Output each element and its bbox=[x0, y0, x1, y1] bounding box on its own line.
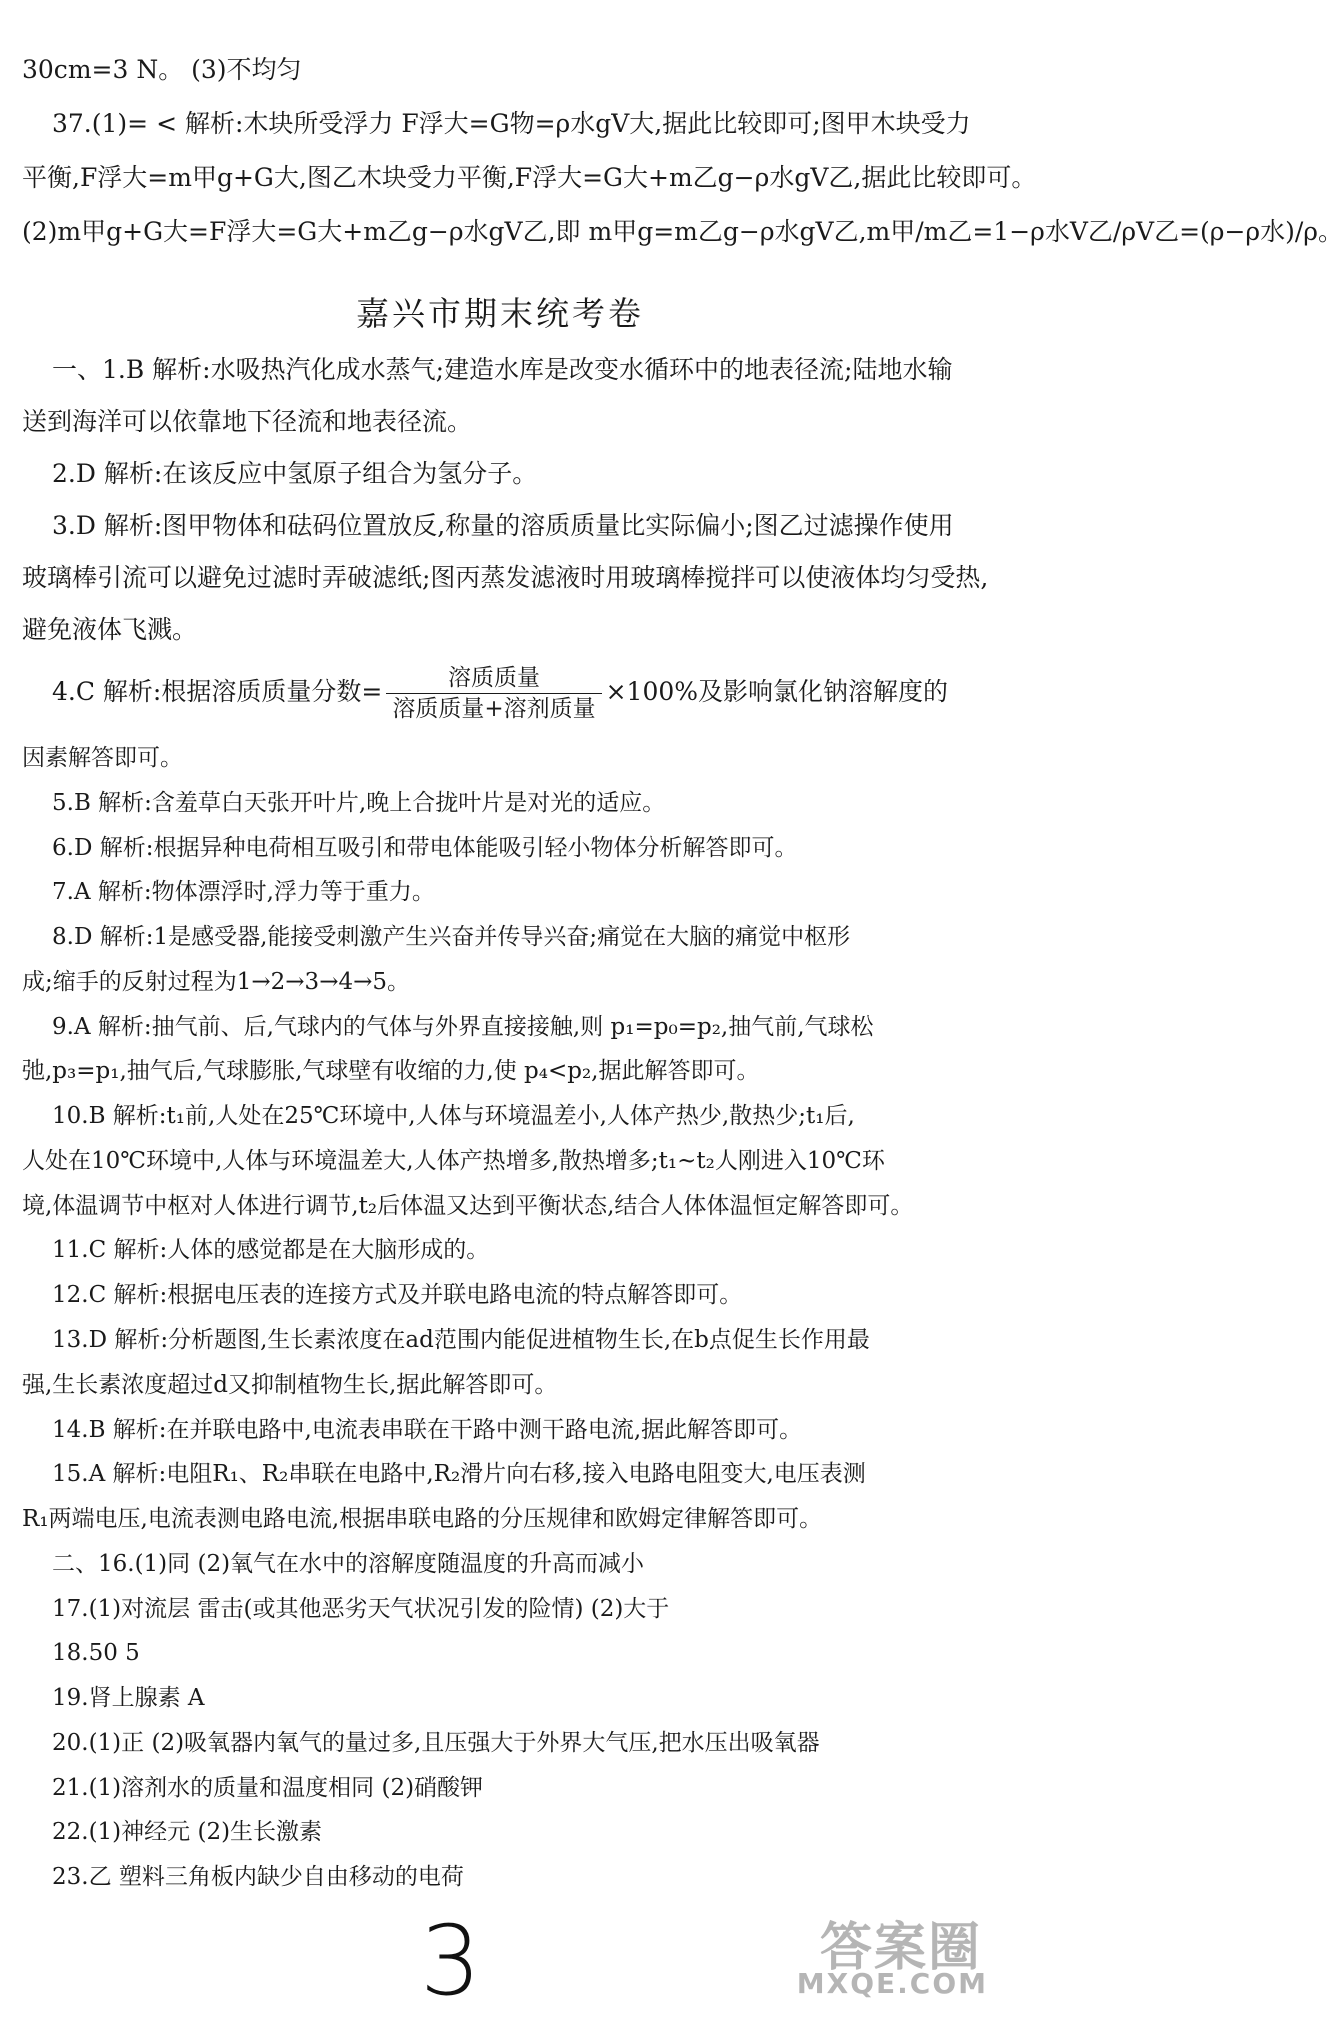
text-line: 平衡,F浮大=m甲g+G大,图乙木块受力平衡,F浮大=G大+m乙g−ρ水gV乙,据此比较即可。 bbox=[22, 163, 1037, 192]
text-line: 送到海洋可以依靠地下径流和地表径流。 bbox=[22, 407, 473, 436]
text-line: 9.A 解析:抽气前、后,气球内的气体与外界直接接触,则 p₁=p₀=p₂,抽气前,气球松 bbox=[52, 1014, 874, 1040]
q4-line bbox=[52, 660, 980, 724]
text-line: 22.(1)神经元 (2)生长激素 bbox=[52, 1819, 323, 1845]
text-line: 10.B 解析:t₁前,人处在25℃环境中,人体与环境温差小,人体产热少,散热少;t₁后, bbox=[52, 1103, 855, 1129]
text-line: 一、1.B 解析:水吸热汽化成水蒸气;建造水库是改变水循环中的地表径流;陆地水输 bbox=[52, 355, 953, 384]
text-line: 2.D 解析:在该反应中氢原子组合为氢分子。 bbox=[52, 459, 538, 488]
text-line: 人处在10℃环境中,人体与环境温差大,人体产热增多,散热增多;t₁~t₂人刚进入10℃环 bbox=[22, 1148, 885, 1174]
text-line: 二、16.(1)同 (2)氧气在水中的溶解度随温度的升高而减小 bbox=[52, 1551, 645, 1577]
watermark-logo bbox=[762, 1905, 992, 2005]
text-line: R₁两端电压,电流表测电路电流,根据串联电路的分压规律和欧姆定律解答即可。 bbox=[22, 1506, 823, 1532]
text-line: 境,体温调节中枢对人体进行调节,t₂后体温又达到平衡状态,结合人体体温恒定解答即可。 bbox=[22, 1193, 914, 1219]
text-line: 17.(1)对流层 雷击(或其他恶劣天气状况引发的险情) (2)大于 bbox=[52, 1596, 670, 1622]
text-line: (2)m甲g+G大=F浮大=G大+m乙g−ρ水gV乙,即 m甲g=m乙g−ρ水gV乙,m甲/m乙=1−ρ水V乙/ρV乙=(ρ−ρ水)/ρ。 bbox=[22, 217, 1343, 246]
fraction-denominator: 溶质质量+溶剂质量 bbox=[392, 696, 596, 722]
text-line: 8.D 解析:1是感受器,能接受刺激产生兴奋并传导兴奋;痛觉在大脑的痛觉中枢形 bbox=[52, 924, 851, 950]
page-number: 3 bbox=[420, 1905, 482, 2017]
watermark-url: MXQE.COM bbox=[796, 1967, 988, 2000]
text-line: 强,生长素浓度超过d又抑制植物生长,据此解答即可。 bbox=[22, 1372, 558, 1398]
text-line: 5.B 解析:含羞草白天张开叶片,晚上合拢叶片是对光的适应。 bbox=[52, 790, 666, 816]
fraction bbox=[386, 663, 601, 724]
text-line: 避免液体飞溅。 bbox=[22, 615, 198, 644]
text-line: 13.D 解析:分析题图,生长素浓度在ad范围内能促进植物生长,在b点促生长作用最 bbox=[52, 1327, 870, 1353]
q4-after: ×100%及影响氯化钠溶解度的 bbox=[605, 677, 949, 706]
text-line: 21.(1)溶剂水的质量和温度相同 (2)硝酸钾 bbox=[52, 1775, 484, 1801]
watermark-text: 答案圈 bbox=[819, 1918, 982, 1978]
text-line: 19.肾上腺素 A bbox=[52, 1685, 205, 1711]
text-line: 3.D 解析:图甲物体和砝码位置放反,称量的溶质质量比实际偏小;图乙过滤操作使用 bbox=[52, 511, 954, 540]
fraction-numerator: 溶质质量 bbox=[386, 663, 601, 694]
text-line: 30cm=3 N。 (3)不均匀 bbox=[22, 55, 302, 84]
text-line: 20.(1)正 (2)吸氧器内氧气的量过多,且压强大于外界大气压,把水压出吸氧器 bbox=[52, 1730, 820, 1756]
text-line: 12.C 解析:根据电压表的连接方式及并联电路电流的特点解答即可。 bbox=[52, 1282, 743, 1308]
text-line: 18.50 5 bbox=[52, 1640, 140, 1666]
text-line: 7.A 解析:物体漂浮时,浮力等于重力。 bbox=[52, 879, 435, 905]
text-line: 6.D 解析:根据异种电荷相互吸引和带电体能吸引轻小物体分析解答即可。 bbox=[52, 835, 798, 861]
text-line: 14.B 解析:在并联电路中,电流表串联在干路中测干路电流,据此解答即可。 bbox=[52, 1417, 803, 1443]
text-line: 37.(1)= < 解析:木块所受浮力 F浮大=G物=ρ水gV大,据此比较即可;图甲木块受力 bbox=[52, 109, 971, 138]
text-line: 弛,p₃=p₁,抽气后,气球膨胀,气球壁有收缩的力,使 p₄<p₂,据此解答即可。 bbox=[22, 1058, 760, 1084]
text-line: 成;缩手的反射过程为1→2→3→4→5。 bbox=[22, 969, 411, 995]
text-line: 玻璃棒引流可以避免过滤时弄破滤纸;图丙蒸发滤液时用玻璃棒搅拌可以使液体均匀受热, bbox=[22, 563, 989, 592]
text-line: 15.A 解析:电阻R₁、R₂串联在电路中,R₂滑片向右移,接入电路电阻变大,电压表测 bbox=[52, 1461, 866, 1487]
q4-before: 4.C 解析:根据溶质质量分数= bbox=[52, 677, 383, 706]
text-line: 23.乙 塑料三角板内缺少自由移动的电荷 bbox=[52, 1864, 464, 1890]
exam-title: 嘉兴市期末统考卷 bbox=[356, 294, 644, 333]
text-line: 因素解答即可。 bbox=[22, 745, 183, 771]
text-line: 11.C 解析:人体的感觉都是在大脑形成的。 bbox=[52, 1237, 490, 1263]
